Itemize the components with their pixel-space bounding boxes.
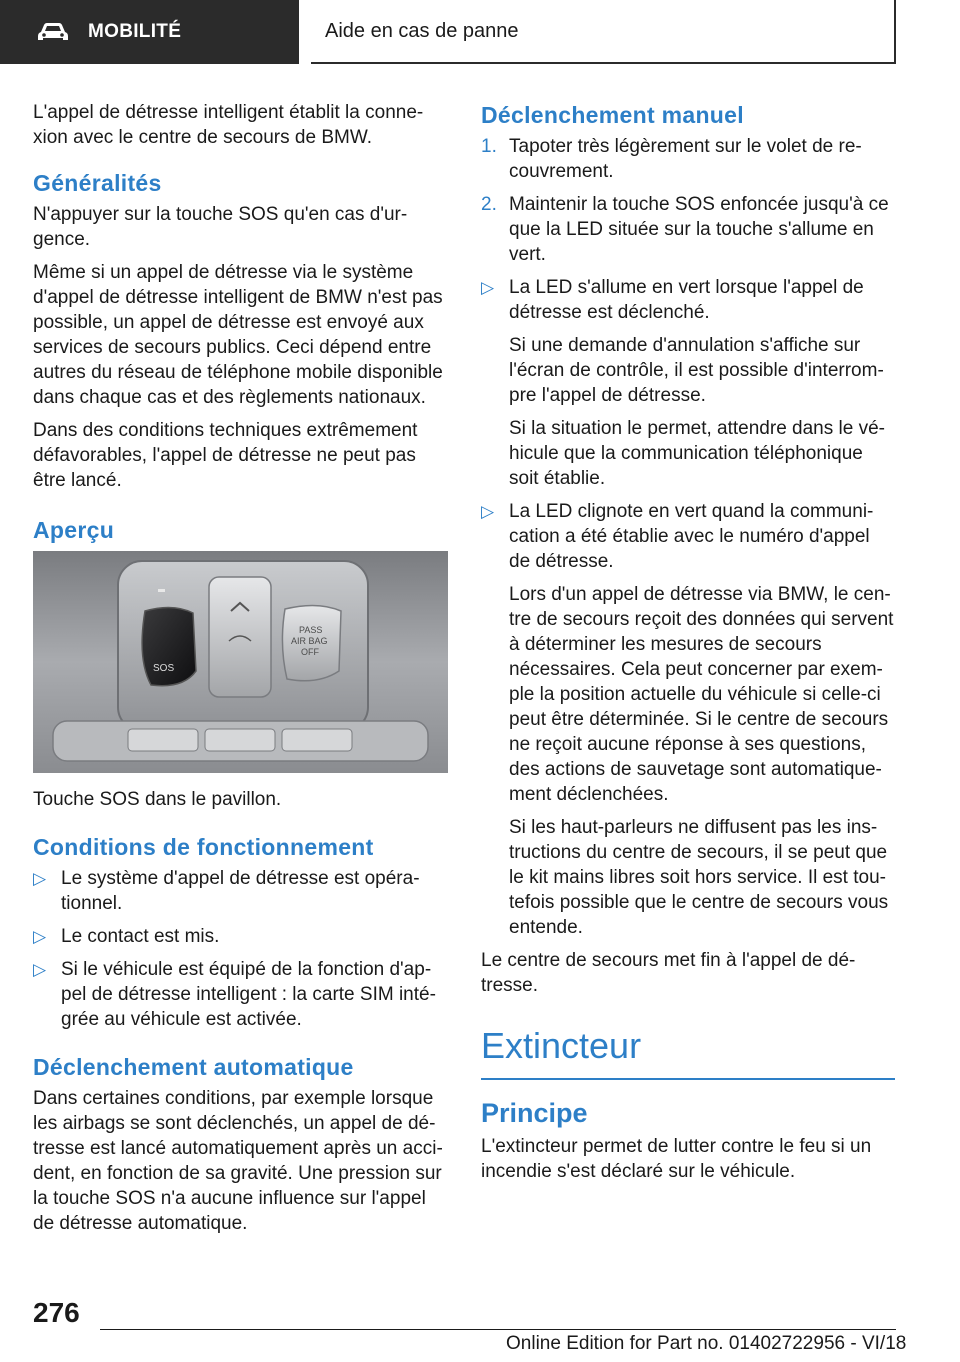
page-number: 276	[33, 1297, 80, 1328]
list-item: ▷ Le contact est mis.	[33, 926, 220, 947]
conditions-list	[33, 866, 448, 1032]
heading-conditions: Conditions de fonctionnement	[33, 834, 374, 860]
sos-button-photo	[33, 551, 448, 773]
heading-apercu: Aperçu	[33, 517, 115, 543]
photo-caption: Touche SOS dans le pavillon.	[33, 789, 282, 810]
heading-auto: Déclenchement automatique	[33, 1054, 354, 1080]
triangle-bullet-icon: ▷	[33, 869, 47, 888]
heading-generalites: Généralités	[33, 170, 162, 196]
sos-label: SOS	[153, 663, 175, 674]
footer-divider	[100, 1329, 896, 1330]
section-title: MOBILITÉ	[88, 21, 182, 42]
triangle-bullet-icon: ▷	[33, 927, 47, 946]
list-item: ▷ La LED s'allume en vert lorsque l'appel de détresse est déclenché. Si une demande d'annulation s'affiche sur l'écran de contrôle, il est possible d'interrompre l'appel de détresse. Si la situation le permet, attendre dans le véhicule que la communication téléphonique soit établie.	[481, 277, 885, 489]
pass-label-2: AIR BAG	[291, 636, 328, 646]
triangle-bullet-icon: ▷	[481, 278, 495, 297]
intro-paragraph: L'appel de détresse intelligent établit la connexion avec le centre de secours de BMW.	[33, 102, 424, 148]
principe-paragraph: L'extincteur permet de lutter contre le feu si un incendie s'est déclaré sur le véhicule.	[481, 1136, 872, 1182]
page-header	[0, 0, 960, 66]
manuel-bullets	[481, 275, 895, 940]
car-icon	[36, 21, 70, 43]
triangle-bullet-icon: ▷	[481, 502, 495, 521]
generalites-p1: N'appuyer sur la touche SOS qu'en cas d'urgence.	[33, 204, 408, 250]
generalites-p3: Dans des conditions techniques extrêmement défavorables, l'appel de détresse ne peut pas être lancé.	[33, 420, 418, 491]
heading-principe: Principe	[481, 1098, 588, 1128]
pass-label-1: PASS	[299, 625, 323, 635]
list-item: 2. Maintenir la touche SOS enfoncée jusqu'à ce que la LED située sur la touche s'allume en vert.	[481, 194, 889, 265]
manuel-steps	[481, 134, 895, 267]
triangle-bullet-icon: ▷	[33, 960, 47, 979]
left-column	[33, 100, 448, 1244]
chapter-title: Aide en cas de panne	[325, 19, 519, 42]
right-column	[481, 100, 895, 1192]
heading-extincteur: Extincteur	[481, 1024, 895, 1080]
section-tab	[0, 0, 299, 64]
chapter-tab	[311, 0, 896, 64]
list-item: ▷ Si le véhicule est équipé de la fonction d'appel de détresse intelligent : la carte SIM intégrée au véhicule est activée.	[33, 959, 436, 1030]
pass-label-3: OFF	[301, 647, 319, 657]
auto-paragraph: Dans certaines conditions, par exemple lorsque les airbags se sont déclenchés, un appel de détresse est lancé automatiquement après un accident, en fonction de sa gravité. Une pression sur la touche SOS n'a aucune influence sur l'appel de détresse automatique.	[33, 1088, 443, 1234]
edition-note: Online Edition for Part no. 01402722956 - VI/18	[506, 1333, 907, 1354]
list-item: ▷ La LED clignote en vert quand la communication a été établie avec le numéro d'appel de détresse. Lors d'un appel de détresse via BMW, le centre de secours reçoit des données qui servent à déterminer les mesures de secours nécessaires. Cela peut concerner par exemple la position actuelle du véhicule si celle-ci peut être déterminée. Si le centre de secours ne reçoit aucune réponse à ses questions, des actions de sauvetage sont automatiquement déclenchées. Si les haut-parleurs ne diffusent pas les instructions du centre de secours, il se peut que le kit mains libres soit hors service. Il est toutefois possible que le centre de secours vous entende.	[481, 501, 894, 938]
generalites-p2: Même si un appel de détresse via le système d'appel de détresse intelligent de BMW n'est pas possible, un appel de détresse est envoyé aux services de secours publics. Ceci dépend entre autres du réseau de téléphone mobile disponible dans chaque cas et des règlements nationaux.	[33, 262, 443, 408]
list-item: ▷ Le système d'appel de détresse est opérationnel.	[33, 868, 420, 914]
list-item: 1. Tapoter très légèrement sur le volet de recouvrement.	[481, 136, 862, 182]
heading-manuel: Déclenchement manuel	[481, 102, 744, 128]
manuel-closing: Le centre de secours met fin à l'appel de détresse.	[481, 950, 856, 996]
